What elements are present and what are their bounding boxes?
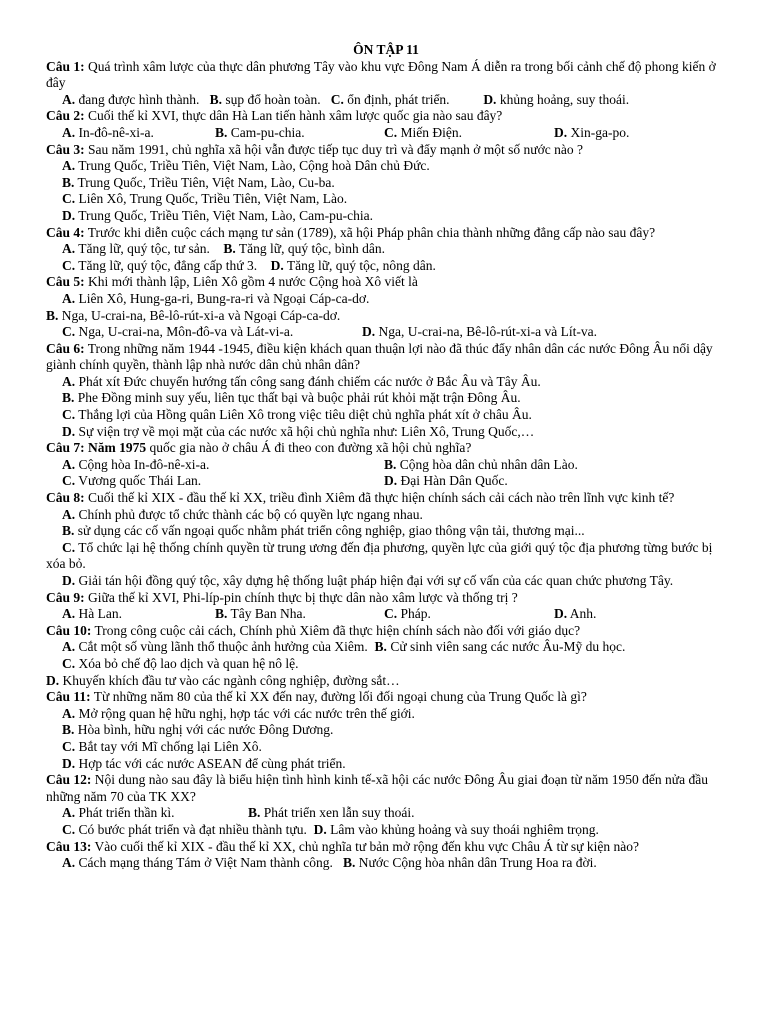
question-1 — [46, 59, 726, 92]
question-text: Sau năm 1991, chủ nghĩa xã hội vẫn được tiếp tục duy trì và đẩy mạnh ở một số nước nào ? — [84, 141, 583, 157]
question-text: Khi mới thành lập, Liên Xô gồm 4 nước Cộng hoà Xô viết là — [84, 274, 418, 290]
option-text: Phát xít Đức chuyển hướng tấn công sang đánh chiếm các nước ở Bắc Âu và Tây Âu. — [75, 373, 541, 389]
option-letter: B. — [209, 91, 222, 107]
option-text: Tăng lữ, quý tộc, tư sản. — [75, 241, 210, 257]
option-letter: C. — [384, 606, 398, 622]
option-letter: D. — [62, 423, 76, 439]
options-q9 — [46, 606, 726, 623]
option-text: Phát triển xen lẫn suy thoái. — [260, 805, 415, 821]
option-letter: C. — [62, 821, 76, 837]
option-letter: A. — [62, 373, 76, 389]
option-d — [362, 324, 597, 341]
options-q10-ab — [46, 639, 726, 656]
question-4 — [46, 225, 726, 242]
option-letter: D. — [62, 755, 76, 771]
question-year: Năm 1975 — [84, 440, 147, 456]
question-text: Vào cuối thế kỉ XIX - đầu thế kỉ XX, chủ nghĩa tư bản mở rộng đến khu vực Châu Á từ sự kiện nào? — [91, 838, 639, 854]
option-text: Cộng hòa dân chủ nhân dân Lào. — [396, 456, 578, 472]
option-c — [384, 125, 554, 142]
option-letter: B. — [374, 639, 387, 655]
options-q13-ab — [46, 855, 726, 872]
option-letter: C. — [62, 473, 76, 489]
option-letter: B. — [46, 307, 59, 323]
question-label: Câu 2: — [46, 108, 85, 124]
question-text: Nội dung nào sau đây là biểu hiện tình hình kinh tế-xã hội các nước Đông Âu giai đoạn từ năm 1950 đến nửa đầu những năm 70 của TK XX? — [46, 772, 708, 804]
question-11 — [46, 689, 726, 706]
question-text: Cuối thế kỉ XVI, thực dân Hà Lan tiến hành xâm lược quốc gia nào sau đây? — [84, 108, 503, 124]
option-b — [384, 457, 578, 474]
option-c — [46, 656, 726, 673]
option-a — [46, 706, 726, 723]
option-text: Sự viện trợ về mọi mặt của các nước xã hội chủ nghĩa như: Liên Xô, Trung Quốc,… — [75, 423, 535, 439]
option-letter: D. — [62, 207, 76, 223]
option-letter: C. — [62, 257, 76, 273]
option-text: Tăng lữ, quý tộc, nông dân. — [283, 257, 436, 273]
option-a — [46, 158, 726, 175]
option-text: Phe Đồng minh suy yếu, liên tục thất bại và buộc phải rút khỏi mặt trận Đông Âu. — [74, 390, 521, 406]
option-text: Cử sinh viên sang các nước Âu-Mỹ du học. — [386, 639, 626, 655]
option-letter: B. — [223, 241, 236, 257]
option-d — [46, 673, 726, 690]
question-label: Câu 8: — [46, 490, 85, 506]
option-c — [46, 407, 726, 424]
question-label: Câu 7: — [46, 440, 85, 456]
question-text: Trong công cuộc cải cách, Chính phủ Xiêm đã thực hiện chính sách nào đối với giáo dục? — [91, 622, 581, 638]
option-text: ổn định, phát triển. — [343, 91, 450, 107]
question-2 — [46, 108, 726, 125]
option-text: Pháp. — [397, 606, 431, 622]
question-label: Câu 11: — [46, 689, 91, 705]
option-letter: A. — [62, 639, 76, 655]
option-c — [384, 606, 554, 623]
option-d — [46, 573, 726, 590]
question-label: Câu 1: — [46, 58, 85, 74]
option-b — [248, 805, 415, 822]
option-d — [554, 125, 629, 142]
question-9 — [46, 590, 726, 607]
option-letter: D. — [483, 91, 497, 107]
option-text: Cách mạng tháng Tám ở Việt Nam thành công. — [75, 855, 333, 871]
option-text: Tăng lữ, quý tộc, bình dân. — [235, 241, 385, 257]
option-letter: D. — [62, 573, 76, 588]
question-label: Câu 6: — [46, 340, 85, 356]
options-q5-cd — [46, 324, 726, 341]
question-label: Câu 3: — [46, 141, 85, 157]
option-letter: C. — [62, 324, 76, 340]
option-letter: B. — [62, 174, 75, 190]
option-d — [46, 208, 726, 225]
option-letter: A. — [62, 855, 76, 871]
options-q7-cd — [46, 473, 726, 490]
option-letter: C. — [62, 407, 76, 423]
option-letter: C. — [62, 738, 76, 754]
option-letter: A. — [62, 124, 76, 140]
option-letter: B. — [215, 124, 228, 140]
option-text: Liên Xô, Trung Quốc, Triều Tiên, Việt Nam, Lào. — [75, 191, 348, 207]
option-letter: A. — [62, 705, 76, 721]
option-letter: D. — [362, 324, 376, 340]
option-text: Trung Quốc, Triều Tiên, Việt Nam, Lào, Cu-ba. — [74, 174, 335, 190]
option-b — [46, 722, 726, 739]
option-a — [62, 457, 384, 474]
option-letter: C. — [62, 655, 76, 671]
option-a — [62, 125, 215, 142]
option-text: Cắt một số vùng lãnh thổ thuộc ảnh hưởng của Xiêm. — [75, 639, 368, 655]
options-q1 — [46, 92, 726, 109]
option-text: Tăng lữ, quý tộc, đẳng cấp thứ 3. — [75, 257, 258, 273]
question-6 — [46, 341, 726, 374]
option-letter: C. — [330, 91, 344, 107]
question-text: Quá trình xâm lược của thực dân phương Tây vào khu vực Đông Nam Á diễn ra trong bối cảnh chế độ phong kiến ở đây — [46, 58, 716, 91]
option-text: Lâm vào khủng hoảng và suy thoái nghiêm trọng. — [326, 821, 599, 837]
option-text: Mở rộng quan hệ hữu nghị, hợp tác với các nước trên thế giới. — [75, 705, 415, 721]
option-text: Có bước phát triển và đạt nhiều thành tựu. — [75, 821, 307, 837]
options-q12-ab — [46, 805, 726, 822]
option-d — [384, 473, 508, 490]
option-letter: A. — [62, 241, 76, 257]
option-text: Xin-ga-po. — [567, 124, 630, 140]
option-text: Cộng hòa In-đô-nê-xi-a. — [75, 456, 210, 472]
page-title: ÔN TẬP 11 — [353, 42, 419, 57]
option-text: khủng hoảng, suy thoái. — [496, 91, 630, 107]
option-letter: C. — [384, 124, 398, 140]
option-text: sử dụng các cố vấn ngoại quốc nhằm phát triển công nghiệp, giao thông vận tải, thương mại... — [74, 523, 585, 539]
option-d — [46, 756, 726, 773]
option-text: Nga, U-crai-na, Môn-đô-va và Lát-vi-a. — [75, 324, 294, 340]
option-d — [554, 606, 596, 623]
option-letter: D. — [554, 606, 568, 622]
option-text: In-đô-nê-xi-a. — [75, 124, 154, 140]
option-letter: D. — [554, 124, 568, 140]
option-letter: A. — [62, 158, 76, 174]
option-text: sụp đổ hoàn toàn. — [221, 91, 321, 107]
option-text: Khuyến khích đầu tư vào các ngành công nghiệp, đường sắt… — [59, 672, 400, 688]
option-text: Phát triển thần kì. — [75, 805, 175, 821]
option-b — [46, 523, 726, 540]
question-text: quốc gia nào ở châu Á đi theo con đường xã hội chủ nghĩa? — [146, 440, 472, 456]
option-letter: B. — [62, 722, 75, 738]
option-b — [215, 606, 384, 623]
option-d — [46, 424, 726, 441]
options-q2 — [46, 125, 726, 142]
option-letter: D. — [46, 672, 60, 688]
option-text: Xóa bỏ chế độ lao dịch và quan hệ nô lệ. — [75, 655, 299, 671]
option-c — [46, 540, 726, 573]
option-text: Đại Hàn Dân Quốc. — [397, 473, 508, 489]
option-letter: A. — [62, 606, 76, 622]
question-text: Trước khi diễn cuộc cách mạng tư sản (1789), xã hội Pháp phân chia thành những đẳng cấp nào sau đây? — [84, 224, 656, 240]
option-text: Giải tán hội đồng quý tộc, xây dựng hệ thống luật pháp hiện đại với sự cố vấn của các quan chức phương Tây. — [75, 573, 674, 588]
option-a — [62, 805, 248, 822]
option-letter: C. — [62, 191, 76, 207]
option-letter: B. — [343, 855, 356, 871]
question-5 — [46, 274, 726, 291]
option-text: Miến Điện. — [397, 124, 462, 140]
option-letter: C. — [62, 539, 76, 555]
option-letter: A. — [62, 805, 76, 821]
option-letter: B. — [62, 390, 75, 406]
question-13 — [46, 839, 726, 856]
option-text: Nước Cộng hòa nhân dân Trung Hoa ra đời. — [355, 855, 597, 871]
option-letter: B. — [248, 805, 261, 821]
question-label: Câu 10: — [46, 622, 92, 638]
option-text: Thắng lợi của Hồng quân Liên Xô trong việc tiêu diệt chủ nghĩa phát xít ở châu Âu. — [75, 407, 532, 423]
option-text: Hòa bình, hữu nghị với các nước Đông Dương. — [74, 722, 334, 738]
question-label: Câu 12: — [46, 772, 92, 788]
question-3 — [46, 142, 726, 159]
question-label: Câu 5: — [46, 274, 85, 290]
option-b — [46, 390, 726, 407]
question-text: Giữa thế kỉ XVI, Phi-líp-pin chính thực bị thực dân nào xâm lược và thống trị ? — [84, 589, 518, 605]
option-text: Trung Quốc, Triều Tiên, Việt Nam, Lào, Cam-pu-chia. — [75, 207, 373, 223]
option-text: Anh. — [567, 606, 597, 622]
option-text: Nga, U-crai-na, Bê-lô-rút-xi-a và Ngoại Cáp-ca-dơ. — [58, 307, 341, 323]
option-letter: A. — [62, 290, 76, 306]
option-letter: B. — [384, 456, 397, 472]
option-letter: D. — [313, 821, 327, 837]
option-b — [46, 308, 726, 325]
option-text: Bắt tay với Mĩ chống lại Liên Xô. — [75, 738, 262, 754]
question-text: Từ những năm 80 của thế kỉ XX đến nay, đường lối đối ngoại chung của Trung Quốc là gì? — [90, 689, 587, 705]
option-text: Vương quốc Thái Lan. — [75, 473, 202, 489]
option-c — [46, 191, 726, 208]
option-letter: A. — [62, 91, 76, 107]
option-text: Chính phủ được tổ chức thành các bộ có quyền lực ngang nhau. — [75, 506, 423, 522]
option-a — [46, 507, 726, 524]
option-letter: A. — [62, 506, 76, 522]
option-letter: B. — [215, 606, 228, 622]
option-c — [46, 739, 726, 756]
question-10 — [46, 623, 726, 640]
option-text: Cam-pu-chia. — [227, 124, 305, 140]
option-text: Tây Ban Nha. — [227, 606, 306, 622]
option-letter: B. — [62, 523, 75, 539]
document — [46, 42, 726, 872]
question-7 — [46, 440, 726, 457]
option-c — [62, 473, 384, 490]
option-text: Hà Lan. — [75, 606, 122, 622]
option-text: Tổ chức lại hệ thống chính quyền từ trung ương đến địa phương, quyền lực của giới quý tộc địa phương từng bước bị xóa bỏ. — [46, 539, 713, 572]
option-text: Nga, U-crai-na, Bê-lô-rút-xi-a và Lít-va. — [375, 324, 598, 340]
option-text: Hợp tác với các nước ASEAN để cùng phát triển. — [75, 755, 346, 771]
question-label: Câu 4: — [46, 224, 85, 240]
option-a — [62, 606, 215, 623]
question-8 — [46, 490, 726, 507]
option-letter: A. — [62, 456, 76, 472]
question-text: Cuối thế kỉ XIX - đầu thế kỉ XX, triều đình Xiêm đã thực hiện chính sách cải cách nào trên lĩnh vực kinh tế? — [84, 490, 675, 506]
options-q7-ab — [46, 457, 726, 474]
options-q4-cd — [46, 258, 726, 275]
question-label: Câu 9: — [46, 589, 85, 605]
option-letter: D. — [384, 473, 398, 489]
option-b — [215, 125, 384, 142]
option-c — [62, 324, 362, 341]
options-q12-cd — [46, 822, 726, 839]
options-q4-ab — [46, 241, 726, 258]
question-12 — [46, 772, 726, 805]
question-text: Trong những năm 1944 -1945, điều kiện khách quan thuận lợi nào đã thúc đẩy nhân dân các nước Đông Âu nổi dậy giành chính quyền, thành lập nhà nước dân chủ nhân dân? — [46, 340, 713, 373]
option-letter: D. — [270, 257, 284, 273]
option-b — [46, 175, 726, 192]
option-a — [46, 291, 726, 308]
option-text: đang được hình thành. — [75, 91, 200, 107]
option-a — [46, 374, 726, 391]
option-text: Liên Xô, Hung-ga-ri, Bung-ra-ri và Ngoại Cáp-ca-dơ. — [75, 290, 370, 306]
question-label: Câu 13: — [46, 838, 92, 854]
option-text: Trung Quốc, Triều Tiên, Việt Nam, Lào, Cộng hoà Dân chủ Đức. — [75, 158, 430, 174]
